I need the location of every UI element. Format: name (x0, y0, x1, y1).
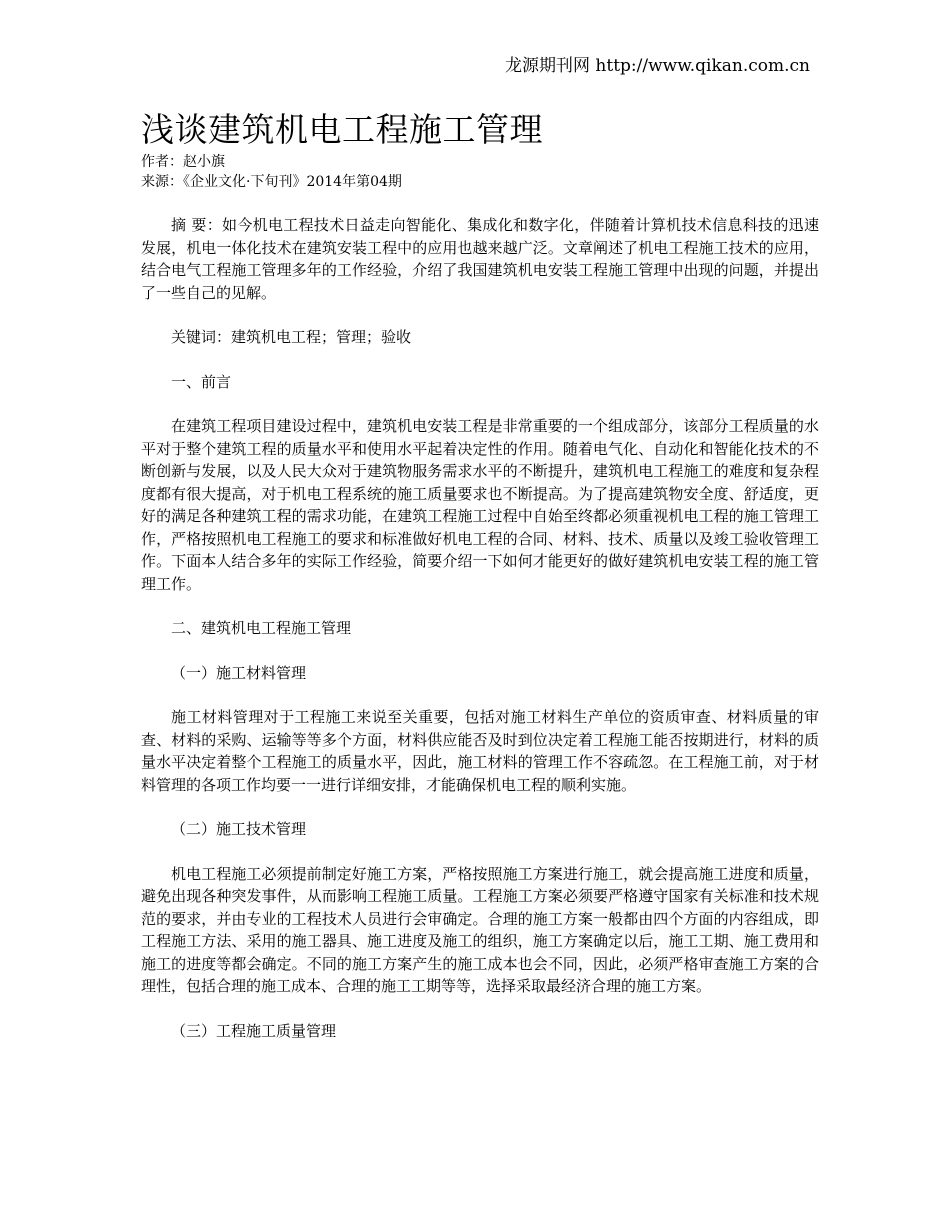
materials-paragraph: 施工材料管理对于工程施工来说至关重要，包括对施工材料生产单位的资质审查、材料质量的审查、材料的采购、运输等等多个方面，材料供应能否及时到位决定着工程施工能否按期进行，材料的质量水平决定着整个工程施工的质量水平，因此，施工材料的管理工作不容疏忽。在工程施工前，对于材料管理的各项工作均要一一进行详细安排，才能确保机电工程的顺利实施。 (141, 708, 819, 794)
section-heading-management: 二、建筑机电工程施工管理 (171, 619, 352, 637)
article-content (141, 108, 819, 1042)
keywords-line: 关键词：建筑机电工程；管理；验收 (171, 328, 412, 346)
subheading-quality: （三）工程施工质量管理 (171, 1021, 337, 1040)
author-line: 作者：赵小旗 (141, 154, 225, 170)
preface-paragraph: 在建筑工程项目建设过程中，建筑机电安装工程是非常重要的一个组成部分，该部分工程质量的水平对于整个建筑工程的质量水平和使用水平起着决定性的作用。随着电气化、自动化和智能化技术的不断创新与发展，以及人民大众对于建筑物服务需求水平的不断提升，建筑机电工程施工的难度和复杂程度都有很大提高，对于机电工程系统的施工质量要求也不断提高。为了提高建筑物安全度、舒适度，更好的满足各种建筑工程的需求功能，在建筑工程施工过程中自始至终都必须重视机电工程的施工管理工作，严格按照机电工程施工的要求和标准做好机电工程的合同、材料、技术、质量以及竣工验收管理工作。下面本人结合多年的实际工作经验，简要介绍一下如何才能更好的做好建筑机电安装工程的施工管理工作。 (141, 417, 819, 593)
subheading-technology: （二）施工技术管理 (171, 820, 307, 838)
abstract-paragraph: 摘 要：如今机电工程技术日益走向智能化、集成化和数字化，伴随着计算机技术信息科技的迅速发展，机电一体化技术在建筑安装工程中的应用也越来越广泛。文章阐述了机电工程施工技术的应用，结合电气工程施工管理多年的工作经验，介绍了我国建筑机电安装工程施工管理中出现的问题，并提出了一些自己的见解。 (141, 216, 819, 302)
site-header: 龙源期刊网 http://www.qikan.com.cn (505, 56, 810, 76)
source-line: 来源：《企业文化·下旬刊》2014年第04期 (141, 174, 402, 190)
section-heading-preface: 一、前言 (171, 372, 232, 391)
subheading-materials: （一）施工材料管理 (171, 663, 307, 682)
technology-paragraph: 机电工程施工必须提前制定好施工方案，严格按照施工方案进行施工，就会提高施工进度和质量，避免出现各种突发事件，从而影响工程施工质量。工程施工方案必须要严格遵守国家有关标准和技术规范的要求，并由专业的工程技术人员进行会审确定。合理的施工方案一般都由四个方面的内容组成，即工程施工方法、采用的施工器具、施工进度及施工的组织，施工方案确定以后，施工工期、施工费用和施工的进度等都会确定。不同的施工方案产生的施工成本也会不同，因此，必须严格审查施工方案的合理性，包括合理的施工成本、合理的施工工期等等，选择采取最经济合理的施工方案。 (141, 864, 819, 995)
article-title: 浅谈建筑机电工程施工管理 (141, 110, 543, 149)
